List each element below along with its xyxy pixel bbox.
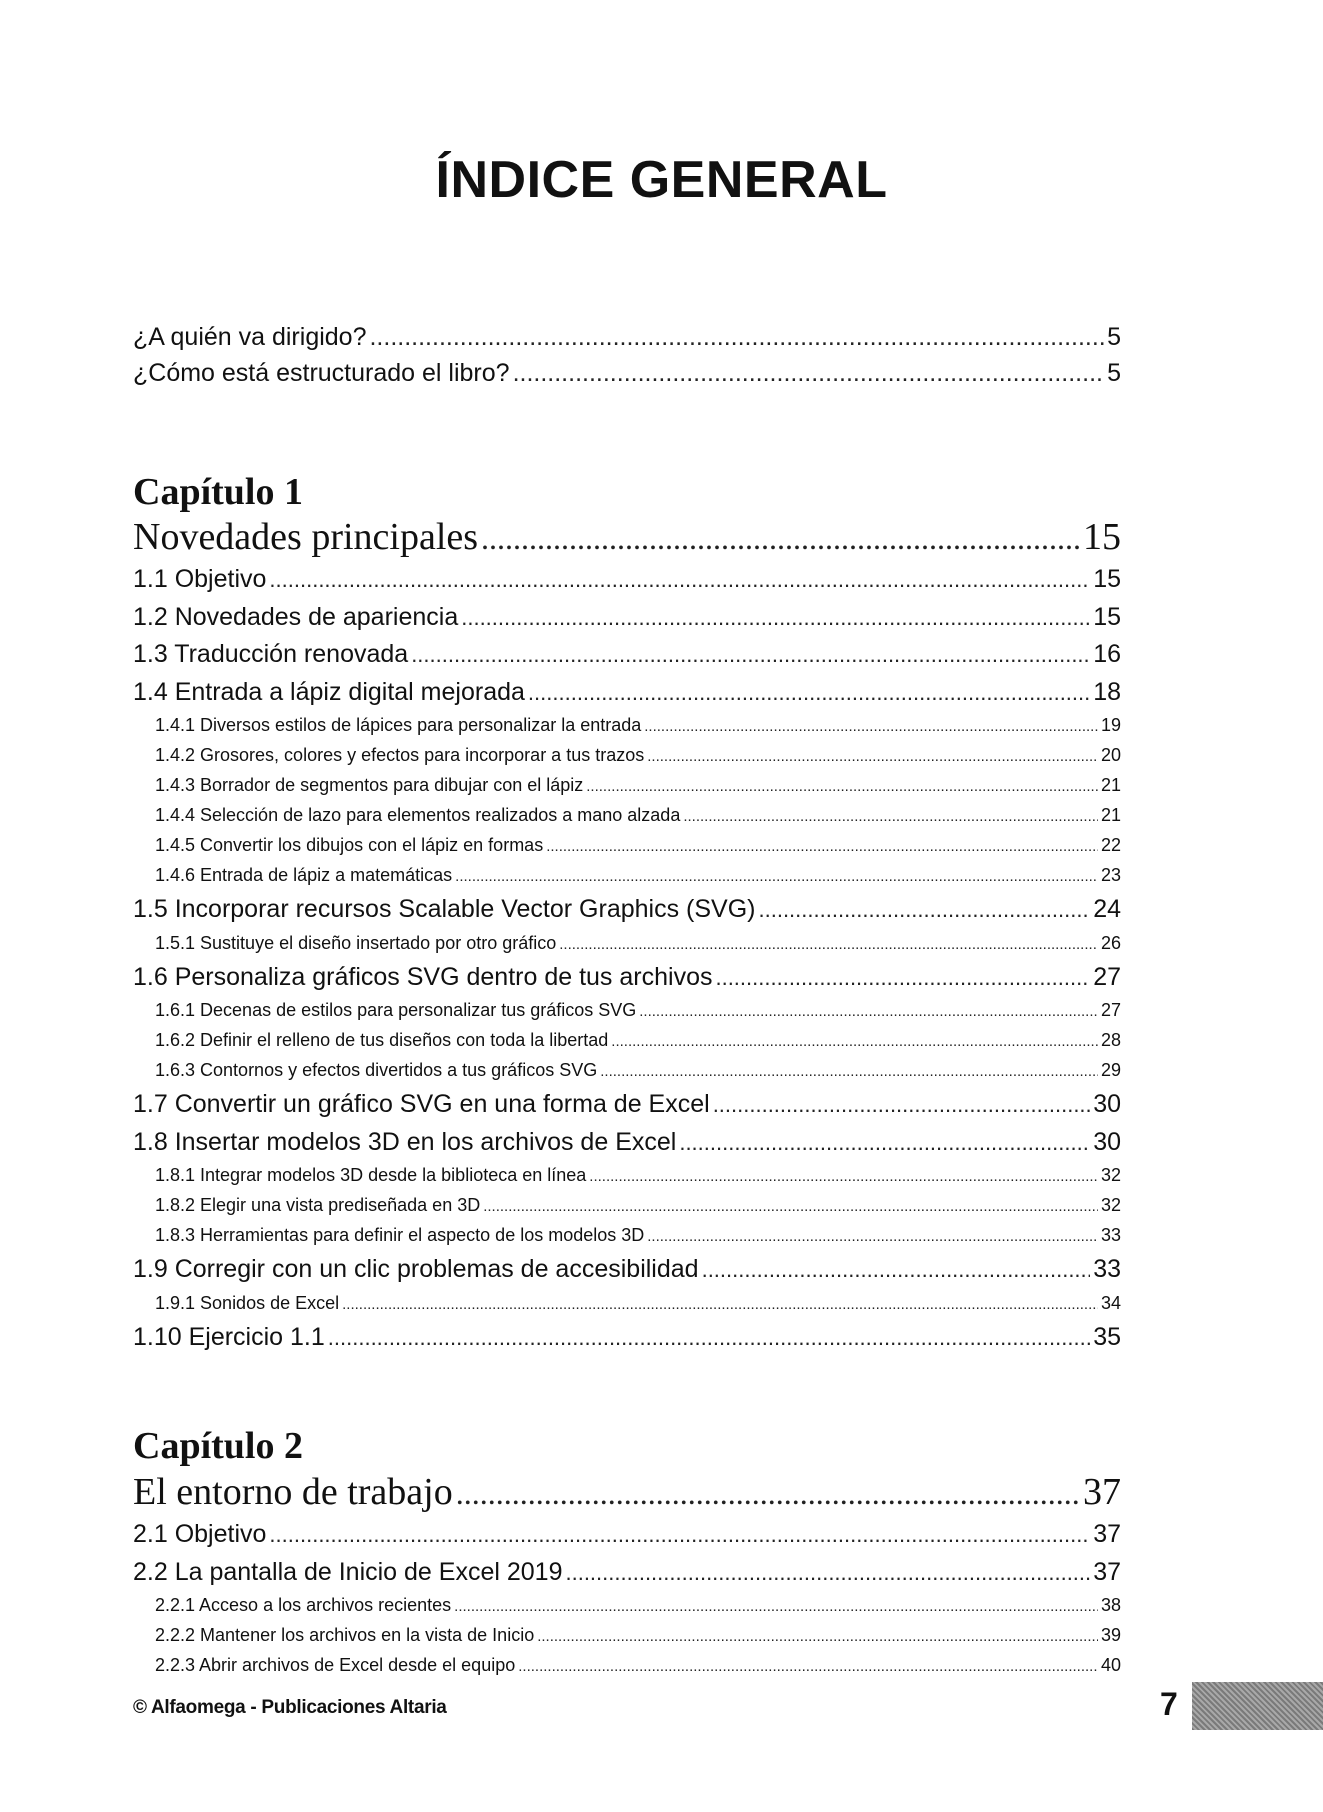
- toc-subsection-entry: [133, 711, 1121, 741]
- entry-label: 1.6 Personaliza gráficos SVG dentro de tus archivos: [133, 962, 713, 991]
- chapter-2-toc: [133, 1469, 1121, 1681]
- entry-label: 1.6.1 Decenas de estilos para personalizar tus gráficos SVG: [155, 1000, 637, 1020]
- entry-label: ¿Cómo está estructurado el libro?: [133, 359, 510, 387]
- entry-page-number: 28: [1100, 1030, 1121, 1050]
- entry-label: 1.8.2 Elegir una vista prediseñada en 3D: [155, 1195, 481, 1215]
- toc-section-entry: [133, 959, 1121, 997]
- dot-leader: [644, 712, 1098, 741]
- entry-label: ¿A quién va dirigido?: [133, 323, 367, 351]
- toc-section-entry: [133, 1554, 1121, 1592]
- dot-leader: [589, 1162, 1098, 1191]
- entry-page-number: 30: [1093, 1127, 1121, 1156]
- toc-section-entry: [133, 674, 1121, 712]
- entry-page-number: 22: [1100, 835, 1121, 855]
- toc-subsection-entry: [133, 1161, 1121, 1191]
- dot-leader: [369, 319, 1104, 355]
- entry-label: 1.2 Novedades de apariencia: [133, 602, 459, 631]
- dot-leader: [759, 892, 1091, 929]
- dot-leader: [537, 1622, 1098, 1651]
- entry-page-number: 18: [1093, 677, 1121, 706]
- entry-page-number: 33: [1093, 1255, 1121, 1283]
- entry-label: 1.4.2 Grosores, colores y efectos para incorporar a tus trazos: [155, 745, 645, 765]
- entry-page-number: 19: [1100, 715, 1121, 735]
- dot-leader: [715, 960, 1090, 997]
- toc-section-entry: [133, 891, 1121, 929]
- toc-subsection-entry: [133, 1056, 1121, 1086]
- toc-subsection-entry: [133, 1221, 1121, 1251]
- toc-entry: [133, 355, 1121, 391]
- entry-label: 1.5.1 Sustituye el diseño insertado por otro gráfico: [155, 932, 557, 953]
- dot-leader: [455, 862, 1098, 891]
- chapter-2-label: Capítulo 2: [133, 1425, 303, 1467]
- entry-page-number: 33: [1100, 1225, 1121, 1245]
- toc-subsection-entry: [133, 1191, 1121, 1221]
- entry-label: 1.8 Insertar modelos 3D en los archivos de Excel: [133, 1127, 677, 1156]
- entry-label: 1.8.3 Herramientas para definir el aspecto de los modelos 3D: [155, 1225, 645, 1245]
- toc-subsection-entry: [133, 1289, 1121, 1319]
- dot-leader: [528, 675, 1090, 712]
- entry-page-number: 40: [1100, 1655, 1121, 1675]
- toc-section-entry: [133, 599, 1121, 637]
- dot-leader: [683, 802, 1098, 831]
- chapter-title-entry: [133, 1469, 1121, 1516]
- entry-label: 2.1 Objetivo: [133, 1520, 267, 1548]
- entry-label: 2.2.1 Acceso a los archivos recientes: [155, 1595, 452, 1615]
- entry-label: 1.1 Objetivo: [133, 565, 267, 593]
- toc-subsection-entry: [133, 1651, 1121, 1681]
- toc-section-entry: [133, 561, 1121, 599]
- dot-leader: [411, 637, 1090, 674]
- entry-page-number: 37: [1093, 1557, 1121, 1586]
- entry-page-number: 15: [1093, 602, 1121, 631]
- entry-label: 1.4.5 Convertir los dibujos con el lápiz en formas: [155, 835, 544, 855]
- toc-subsection-entry: [133, 741, 1121, 771]
- toc-subsection-entry: [133, 929, 1121, 959]
- entry-label: 1.7 Convertir un gráfico SVG en una forma de Excel: [133, 1090, 710, 1118]
- toc-section-entry: [133, 1319, 1121, 1357]
- entry-label: 1.3 Traducción renovada: [133, 640, 409, 668]
- entry-page-number: 37: [1083, 1471, 1121, 1513]
- entry-page-number: 27: [1093, 962, 1121, 991]
- entry-label: 1.6.2 Definir el relleno de tus diseños con toda la libertad: [155, 1030, 609, 1050]
- dot-leader: [269, 562, 1090, 599]
- toc-section-entry: [133, 1251, 1121, 1289]
- entry-label: 2.2.3 Abrir archivos de Excel desde el equipo: [155, 1655, 516, 1675]
- toc-section-entry: [133, 1516, 1121, 1554]
- toc-subsection-entry: [133, 1026, 1121, 1056]
- dot-leader: [702, 1252, 1091, 1289]
- entry-page-number: 32: [1100, 1165, 1121, 1185]
- dot-leader: [269, 1517, 1090, 1554]
- dot-leader: [456, 1470, 1080, 1516]
- entry-page-number: 37: [1093, 1520, 1121, 1548]
- entry-label: 2.2.2 Mantener los archivos en la vista de Inicio: [155, 1625, 535, 1645]
- dot-leader: [647, 1222, 1098, 1251]
- entry-page-number: 21: [1100, 805, 1121, 825]
- entry-label: 1.5 Incorporar recursos Scalable Vector Graphics (SVG): [133, 895, 756, 923]
- toc-subsection-entry: [133, 1591, 1121, 1621]
- footer-page-number: 7: [1160, 1686, 1178, 1722]
- entry-label: 1.4 Entrada a lápiz digital mejorada: [133, 677, 525, 706]
- entry-label: 1.8.1 Integrar modelos 3D desde la biblioteca en línea: [155, 1165, 587, 1185]
- entry-page-number: 15: [1093, 565, 1121, 593]
- dot-leader: [454, 1592, 1098, 1621]
- dot-leader: [565, 1555, 1090, 1592]
- chapter-1-toc: [133, 514, 1121, 1356]
- footer-decorative-bar: [1192, 1682, 1323, 1730]
- dot-leader: [518, 1652, 1098, 1681]
- toc-section-entry: [133, 1124, 1121, 1162]
- entry-page-number: 32: [1100, 1195, 1121, 1215]
- entry-page-number: 5: [1107, 359, 1121, 387]
- toc-subsection-entry: [133, 996, 1121, 1026]
- entry-label: 1.4.1 Diversos estilos de lápices para personalizar la entrada: [155, 715, 642, 735]
- entry-label: 1.4.3 Borrador de segmentos para dibujar con el lápiz: [155, 775, 584, 795]
- entry-label: El entorno de trabajo: [133, 1471, 453, 1513]
- dot-leader: [328, 1320, 1090, 1357]
- toc-subsection-entry: [133, 1621, 1121, 1651]
- toc-subsection-entry: [133, 861, 1121, 891]
- entry-label: 1.4.6 Entrada de lápiz a matemáticas: [155, 865, 453, 885]
- footer-publisher: © Alfaomega - Publicaciones Altaria: [133, 1697, 447, 1718]
- entry-page-number: 24: [1093, 895, 1121, 923]
- entry-page-number: 38: [1100, 1595, 1121, 1615]
- entry-label: 1.10 Ejercicio 1.1: [133, 1322, 325, 1351]
- dot-leader: [546, 832, 1098, 861]
- dot-leader: [647, 742, 1098, 771]
- entry-page-number: 29: [1100, 1060, 1121, 1080]
- page-title: ÍNDICE GENERAL: [435, 151, 888, 209]
- toc-section-entry: [133, 1086, 1121, 1124]
- dot-leader: [461, 600, 1090, 637]
- entry-label: 1.9.1 Sonidos de Excel: [155, 1292, 340, 1313]
- dot-leader: [600, 1057, 1098, 1086]
- entry-page-number: 5: [1107, 323, 1121, 351]
- entry-page-number: 26: [1100, 932, 1121, 953]
- dot-leader: [513, 355, 1105, 391]
- entry-page-number: 15: [1083, 516, 1121, 558]
- dot-leader: [639, 997, 1098, 1026]
- entry-label: 1.6.3 Contornos y efectos divertidos a tus gráficos SVG: [155, 1060, 598, 1080]
- entry-page-number: 20: [1100, 745, 1121, 765]
- intro-list: [133, 319, 1121, 391]
- entry-page-number: 27: [1100, 1000, 1121, 1020]
- entry-page-number: 30: [1093, 1090, 1121, 1118]
- entry-label: 1.9 Corregir con un clic problemas de accesibilidad: [133, 1255, 699, 1283]
- dot-leader: [679, 1125, 1090, 1162]
- dot-leader: [559, 930, 1098, 959]
- dot-leader: [342, 1290, 1098, 1319]
- chapter-1-label: Capítulo 1: [133, 471, 303, 513]
- entry-label: 1.4.4 Selección de lazo para elementos realizados a mano alzada: [155, 805, 681, 825]
- dot-leader: [483, 1192, 1098, 1221]
- entry-page-number: 39: [1100, 1625, 1121, 1645]
- toc-subsection-entry: [133, 831, 1121, 861]
- entry-page-number: 34: [1100, 1292, 1121, 1313]
- entry-label: Novedades principales: [133, 516, 479, 558]
- entry-label: 2.2 La pantalla de Inicio de Excel 2019: [133, 1557, 563, 1586]
- entry-page-number: 35: [1093, 1322, 1121, 1351]
- toc-subsection-entry: [133, 771, 1121, 801]
- dot-leader: [611, 1027, 1098, 1056]
- entry-page-number: 21: [1100, 775, 1121, 795]
- toc-entry: [133, 319, 1121, 355]
- dot-leader: [481, 515, 1080, 561]
- toc-subsection-entry: [133, 801, 1121, 831]
- chapter-title-entry: [133, 514, 1121, 561]
- dot-leader: [586, 772, 1098, 801]
- entry-page-number: 23: [1100, 865, 1121, 885]
- dot-leader: [713, 1087, 1091, 1124]
- toc-section-entry: [133, 636, 1121, 674]
- entry-page-number: 16: [1093, 640, 1121, 668]
